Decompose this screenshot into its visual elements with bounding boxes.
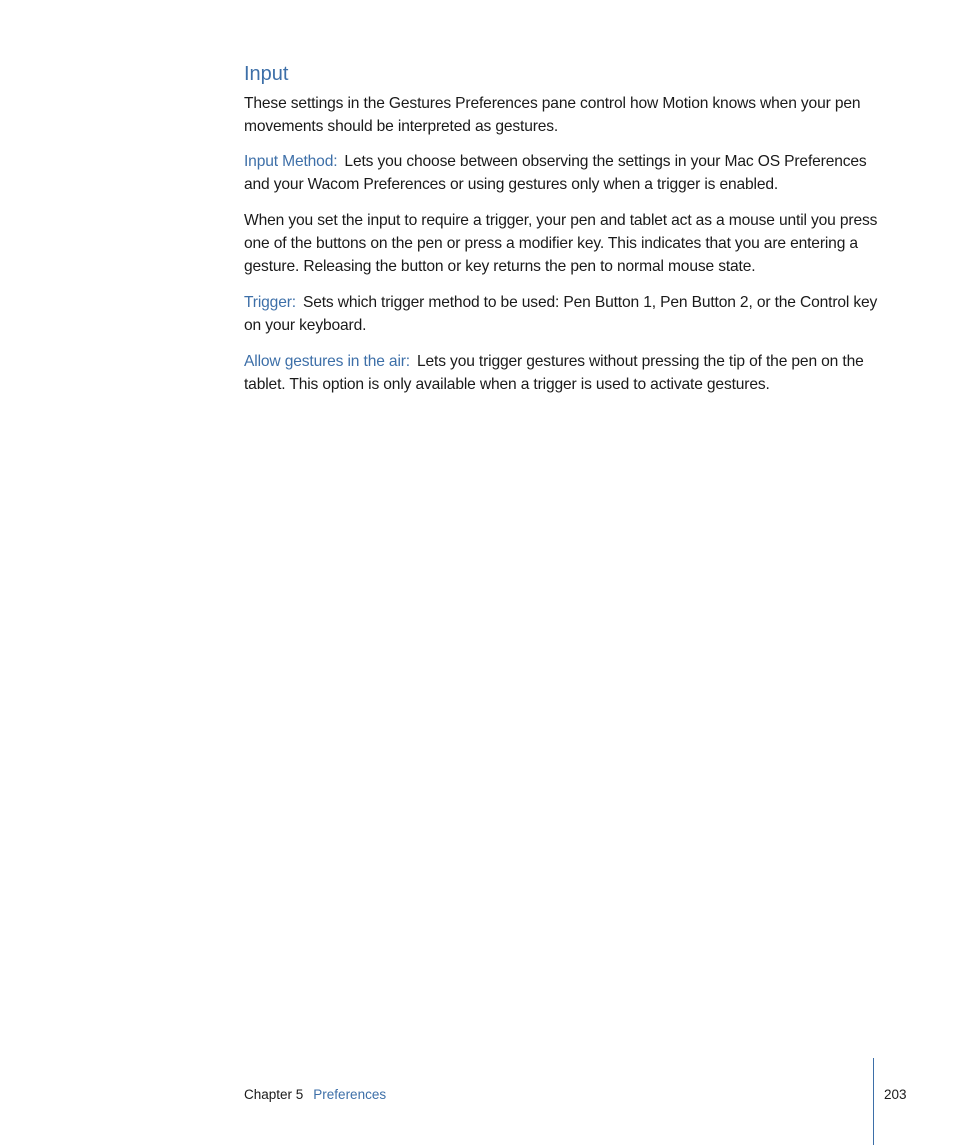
definition-text-allow-gestures-in-air: Lets you trigger gestures without pressing the tip of the pen on the tablet. This option is only available when a trigger is used to activate gestures.: [244, 353, 864, 393]
section-heading: Input: [244, 63, 289, 85]
footer-chapter-title: Preferences: [313, 1087, 387, 1102]
definition-input-method: [244, 150, 884, 196]
page-content: [244, 60, 884, 409]
term-input-method: Input Method:: [244, 153, 338, 170]
footer-chapter-label: Chapter 5: [244, 1087, 304, 1102]
definition-text-input-method: Lets you choose between observing the settings in your Mac OS Preferences and your Wacom Preferences or using gestures only when a trigger is enabled.: [244, 153, 867, 193]
term-allow-gestures-in-air: Allow gestures in the air:: [244, 353, 410, 370]
trigger-explanation-paragraph: When you set the input to require a trigger, your pen and tablet act as a mouse until you press one of the buttons on the pen or press a modifier key. This indicates that you are entering a gesture. Releasing the button or key returns the pen to normal mouse state.: [244, 212, 878, 275]
term-trigger: Trigger:: [244, 294, 296, 311]
page-footer: [244, 1085, 386, 1105]
definition-text-trigger: Sets which trigger method to be used: Pen Button 1, Pen Button 2, or the Control key on your keyboard.: [244, 294, 878, 334]
page-number: 203: [884, 1087, 907, 1102]
definition-trigger: [244, 291, 884, 337]
section-intro: These settings in the Gestures Preferences pane control how Motion knows when your pen movements should be interpreted as gestures.: [244, 95, 861, 135]
definition-allow-gestures-in-air: [244, 350, 884, 396]
footer-divider: [873, 1058, 874, 1145]
